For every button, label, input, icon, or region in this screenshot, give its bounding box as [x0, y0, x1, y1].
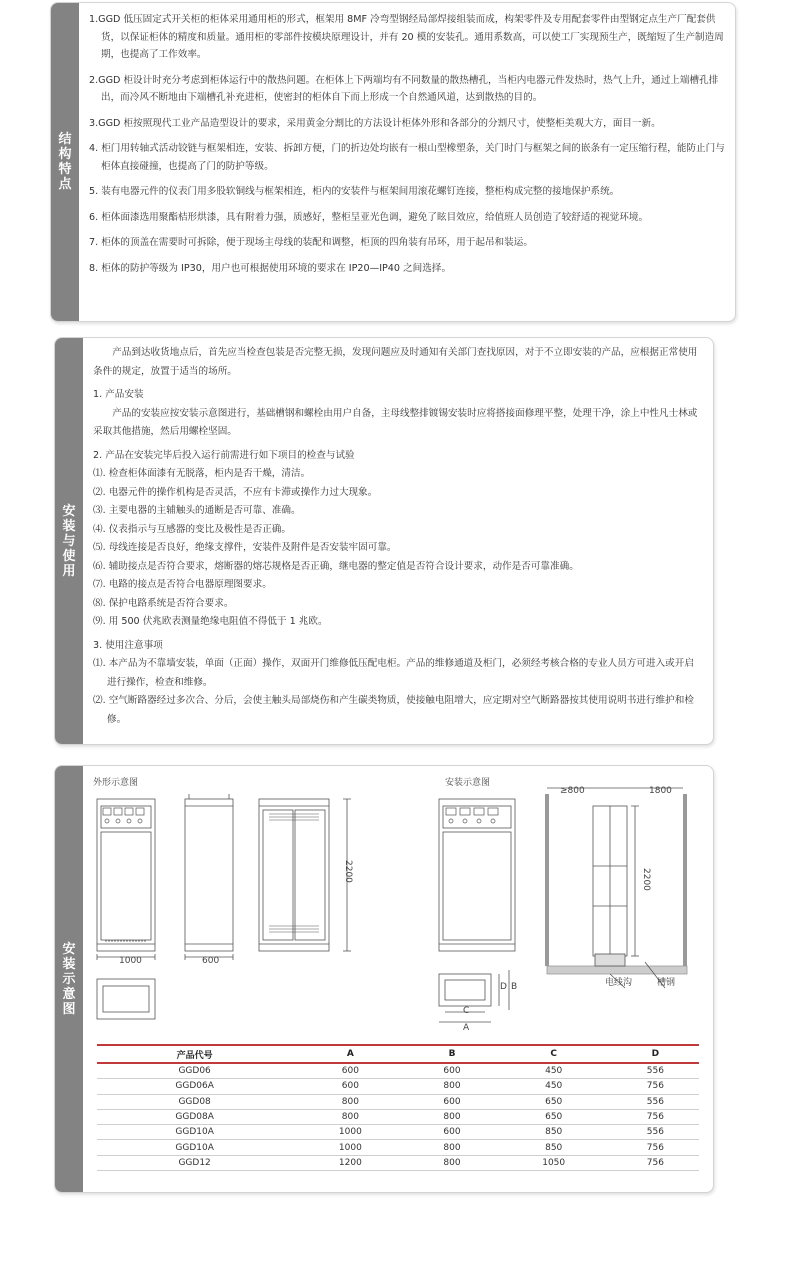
- check-item-1: ⑴. 检查柜体面漆有无脱落，柜内是否干燥，清洁。: [93, 468, 311, 479]
- feature-item-7: 7. 柜体的顶盖在需要时可拆除，便于现场主母线的装配和调整，柜顶的四角装有吊环，用于起吊和装运。: [89, 237, 533, 248]
- install-content: [93, 344, 703, 729]
- cell: 756: [612, 1079, 699, 1094]
- cell: 800: [408, 1109, 495, 1124]
- cell: GGD08A: [97, 1109, 292, 1124]
- dim-1000: 1000: [119, 956, 142, 966]
- cell: 800: [408, 1140, 495, 1155]
- install-panel: [54, 337, 714, 745]
- feature-item-2: 2.GGD 柜设计时充分考虑到柜体运行中的散热问题。在柜体上下两端均有不同数量的散热槽孔，当柜内电器元件发热时，热气上升，通过上端槽孔排出，而冷风不断地由下端槽孔补充进柜，使密封的柜体自下而上形成一个自然通风道，达到散热的目的。: [89, 74, 719, 103]
- base-plan-drawing: [439, 970, 509, 1022]
- cell: 600: [292, 1079, 408, 1094]
- check-item-9: ⑼. 用 500 伏兆欧表测量绝缘电阻值不得低于 1 兆欧。: [93, 616, 328, 627]
- diagram-tab-label: 安装示意图: [62, 941, 76, 1017]
- cell: 650: [496, 1094, 612, 1109]
- cell: GGD06: [97, 1063, 292, 1079]
- install-s1-title: 1. 产品安装: [93, 389, 144, 400]
- features-panel: [50, 2, 736, 322]
- cell: 850: [496, 1125, 612, 1140]
- features-tab-label: 结构特点: [58, 132, 72, 192]
- channel-steel-label: 槽钢: [657, 978, 676, 988]
- install-tab: [55, 338, 83, 744]
- cell: 450: [496, 1063, 612, 1079]
- cell: 850: [496, 1140, 612, 1155]
- install-diagram-label: 安装示意图: [445, 778, 491, 788]
- install-intro: 产品到达收货地点后，首先应当检查包装是否完整无损，发现问题应及时通知有关部门查找原因，对于不立即安装的产品，应根据正常使用条件的规定，放置于适当的场所。: [93, 347, 698, 377]
- dim-D: D: [500, 982, 507, 992]
- cell: 1000: [292, 1140, 408, 1155]
- features-tab: [51, 3, 79, 321]
- install-s1-text: 产品的安装应按安装示意图进行，基础槽钢和螺栓由用户自备，主母线整排镀锡安装时应将搭接面修理平整，处理干净，涂上中性凡士林或采取其他措施，然后用螺栓坚固。: [93, 407, 698, 437]
- feature-item-5: 5. 装有电器元件的仪表门用多股软铜线与框架相连，柜内的安装件与框架间用滚花螺钉连接，整柜构成完整的接地保护系统。: [89, 186, 620, 197]
- table-row: [97, 1125, 699, 1140]
- cell: 1000: [292, 1125, 408, 1140]
- header-A: A: [292, 1045, 408, 1063]
- cell: GGD10A: [97, 1125, 292, 1140]
- feature-item-8: 8. 柜体的防护等级为 IP30，用户也可根据使用环境的要求在 IP20—IP40 之间选择。: [89, 262, 452, 274]
- check-item-4: ⑷. 仪表指示与互感器的变比及极性是否正确。: [93, 523, 291, 535]
- check-item-2: ⑵. 电器元件的操作机构是否灵活，不应有卡滞或操作力过大现象。: [93, 486, 378, 498]
- table-row: [97, 1109, 699, 1124]
- table-row: [97, 1063, 699, 1079]
- outline-label: 外形示意图: [93, 778, 139, 788]
- cell: 600: [292, 1063, 408, 1079]
- header-D: D: [612, 1045, 699, 1063]
- note-item-2: ⑵. 空气断路器经过多次合、分后，会使主触头局部烧伤和产生碳类物质，使接触电阻增大，应定期对空气断路器按其使用说明书进行维护和检修。: [93, 695, 694, 725]
- cell: 1200: [292, 1155, 408, 1170]
- cell: 556: [612, 1125, 699, 1140]
- table-row: [97, 1155, 699, 1170]
- cell: 600: [408, 1125, 495, 1140]
- install-s3-title: 3. 使用注意事项: [93, 639, 163, 651]
- cell: 800: [408, 1155, 495, 1170]
- dim-2200: 2200: [343, 860, 353, 883]
- feature-item-3: 3.GGD 柜按照现代工业产品造型设计的要求，采用黄金分割比的方法设计柜体外形和各部分的分割尺寸，使整柜美观大方，面目一新。: [89, 117, 661, 129]
- cell: 800: [292, 1094, 408, 1109]
- table-row: [97, 1094, 699, 1109]
- dim-A: A: [463, 1023, 470, 1033]
- spec-table: [97, 1044, 699, 1171]
- room-installation: [547, 788, 687, 988]
- install-tab-label: 安装与使用: [62, 503, 76, 579]
- spec-table-header: [97, 1045, 699, 1063]
- header-code: 产品代号: [97, 1045, 292, 1063]
- install-s2-title: 2. 产品在安装完毕后投入运行前需进行如下项目的检查与试验: [93, 449, 355, 461]
- cell: 756: [612, 1155, 699, 1170]
- diagram-panel: [54, 765, 714, 1193]
- cell: 756: [612, 1140, 699, 1155]
- dim-1800: 1800: [649, 786, 672, 796]
- cell: GGD08: [97, 1094, 292, 1109]
- cell: 556: [612, 1063, 699, 1079]
- install-front-cabinet: [439, 799, 515, 951]
- dim-2200b: 2200: [641, 868, 651, 891]
- note-item-1: ⑴. 本产品为不靠墙安装，单面（正面）操作，双面开门维修低压配电柜。产品的维修通道及柜门，必须经考核合格的专业人员方可进入或开启进行操作，检查和维修。: [93, 658, 694, 688]
- cell: GGD06A: [97, 1079, 292, 1094]
- feature-item-6: 6. 柜体面漆选用聚酯桔形烘漆，具有附着力强，质感好，整柜呈亚光色调，避免了眩目效应，给值班人员创造了较舒适的视觉环境。: [89, 211, 649, 223]
- check-item-3: ⑶. 主要电器的主辅触头的通断是否可靠、准确。: [93, 505, 301, 516]
- dim-C: C: [463, 1006, 470, 1016]
- table-row: [97, 1079, 699, 1094]
- cell: 600: [408, 1094, 495, 1109]
- cell: 556: [612, 1094, 699, 1109]
- dim-B: B: [511, 982, 518, 992]
- rear-view-cabinet: [259, 799, 351, 951]
- cell: GGD10A: [97, 1140, 292, 1155]
- check-item-5: ⑸. 母线连接是否良好，绝缘支撑件，安装件及附件是否安装牢固可靠。: [93, 542, 397, 553]
- check-item-8: ⑻. 保护电路系统是否符合要求。: [93, 597, 234, 609]
- features-list: [89, 11, 725, 285]
- dim-600: 600: [202, 956, 220, 966]
- cell: 450: [496, 1079, 612, 1094]
- cell: 756: [612, 1109, 699, 1124]
- cell: GGD12: [97, 1155, 292, 1170]
- cell: 800: [408, 1079, 495, 1094]
- feature-item-4: 4. 柜门用转轴式活动铰链与框架相连，安装、拆卸方便，门的折边处均嵌有一根山型橡塑条，关门时门与框架之间的嵌条有一定压缩行程，能防止门与柜体直接碰撞，也提高了门的防护等级。: [89, 143, 725, 172]
- feature-item-1: 1.GGD 低压固定式开关柜的柜体采用通用柜的形式，框架用 8MF 冷弯型钢经局部焊接组装而成，构架零件及专用配套零件由型钢定点生产厂配套供货，以保证柜体的精度和质量。通用柜的零部件按模块原理设计，并有 20 模的安装孔。通用系数高，可以使工厂实现预生产，既缩短了生产制造周期，也提高了工作效率。: [89, 14, 724, 60]
- cable-trench-label: 电线沟: [605, 978, 633, 988]
- cell: 600: [408, 1063, 495, 1079]
- header-B: B: [408, 1045, 495, 1063]
- check-item-6: ⑹. 辅助接点是否符合要求，熔断器的熔芯规格是否正确，继电器的整定值是否符合设计要求，动作是否可靠准确。: [93, 560, 579, 572]
- cell: 650: [496, 1109, 612, 1124]
- table-row: [97, 1140, 699, 1155]
- dim-800: ≥800: [560, 786, 585, 796]
- side-view-cabinet: [185, 794, 233, 951]
- cell: 800: [292, 1109, 408, 1124]
- header-C: C: [496, 1045, 612, 1063]
- cell: 1050: [496, 1155, 612, 1170]
- base-small-view: [97, 979, 155, 1019]
- check-item-7: ⑺. 电路的接点是否符合电器原理图要求。: [93, 579, 272, 590]
- front-view-cabinet: [97, 799, 155, 951]
